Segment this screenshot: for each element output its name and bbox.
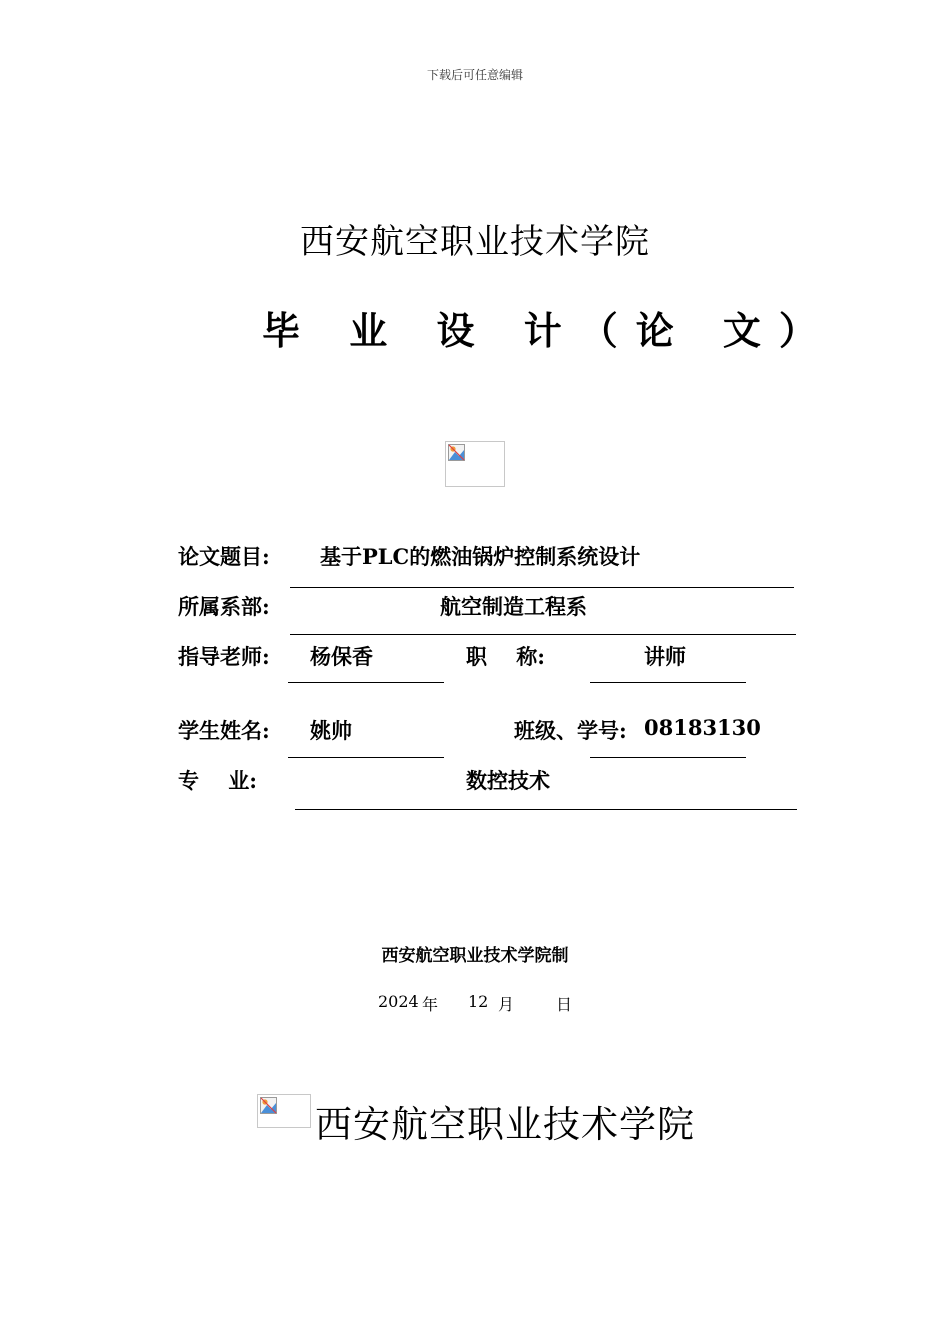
college-title: 西安航空职业技术学院 xyxy=(300,222,650,262)
student-label: 学生姓名: xyxy=(178,718,270,743)
major-label: 专 业: xyxy=(178,768,257,793)
title-underline xyxy=(590,682,746,683)
bottom-college-logo xyxy=(257,1094,311,1128)
date-month-unit: 月 xyxy=(498,995,515,1014)
date-year-unit: 年 xyxy=(422,995,439,1014)
broken-image-icon xyxy=(448,444,465,461)
date-day-unit: 日 xyxy=(556,995,573,1014)
date-month: 12 xyxy=(468,992,489,1011)
college-logo xyxy=(445,441,505,487)
broken-image-icon xyxy=(260,1097,277,1114)
major-value: 数控技术 xyxy=(466,768,550,793)
department-value: 航空制造工程系 xyxy=(440,594,587,619)
bottom-college-title: 西安航空职业技术学院 xyxy=(315,1103,695,1146)
title-label: 职 称: xyxy=(466,644,545,669)
header-note: 下载后可任意编辑 xyxy=(426,68,523,82)
advisor-label: 指导老师: xyxy=(178,644,270,669)
date-year: 2024 xyxy=(378,992,419,1011)
issuer-line: 西安航空职业技术学院制 xyxy=(381,946,569,966)
title-value: 讲师 xyxy=(644,644,686,669)
advisor-value: 杨保香 xyxy=(310,644,373,669)
class-label: 班级、学号: xyxy=(514,718,627,743)
department-underline xyxy=(290,634,796,635)
student-underline xyxy=(288,757,444,758)
major-underline xyxy=(295,809,797,810)
topic-label: 论文题目: xyxy=(178,544,270,569)
advisor-underline xyxy=(288,682,444,683)
class-value: 08183130 xyxy=(644,715,761,740)
class-underline xyxy=(590,757,746,758)
topic-value: 基于PLC的燃油锅炉控制系统设计 xyxy=(320,544,641,569)
thesis-heading: 毕 业 设 计（论 文） xyxy=(262,308,835,353)
student-value: 姚帅 xyxy=(310,718,352,743)
department-label: 所属系部: xyxy=(178,594,270,619)
topic-underline xyxy=(290,587,794,588)
